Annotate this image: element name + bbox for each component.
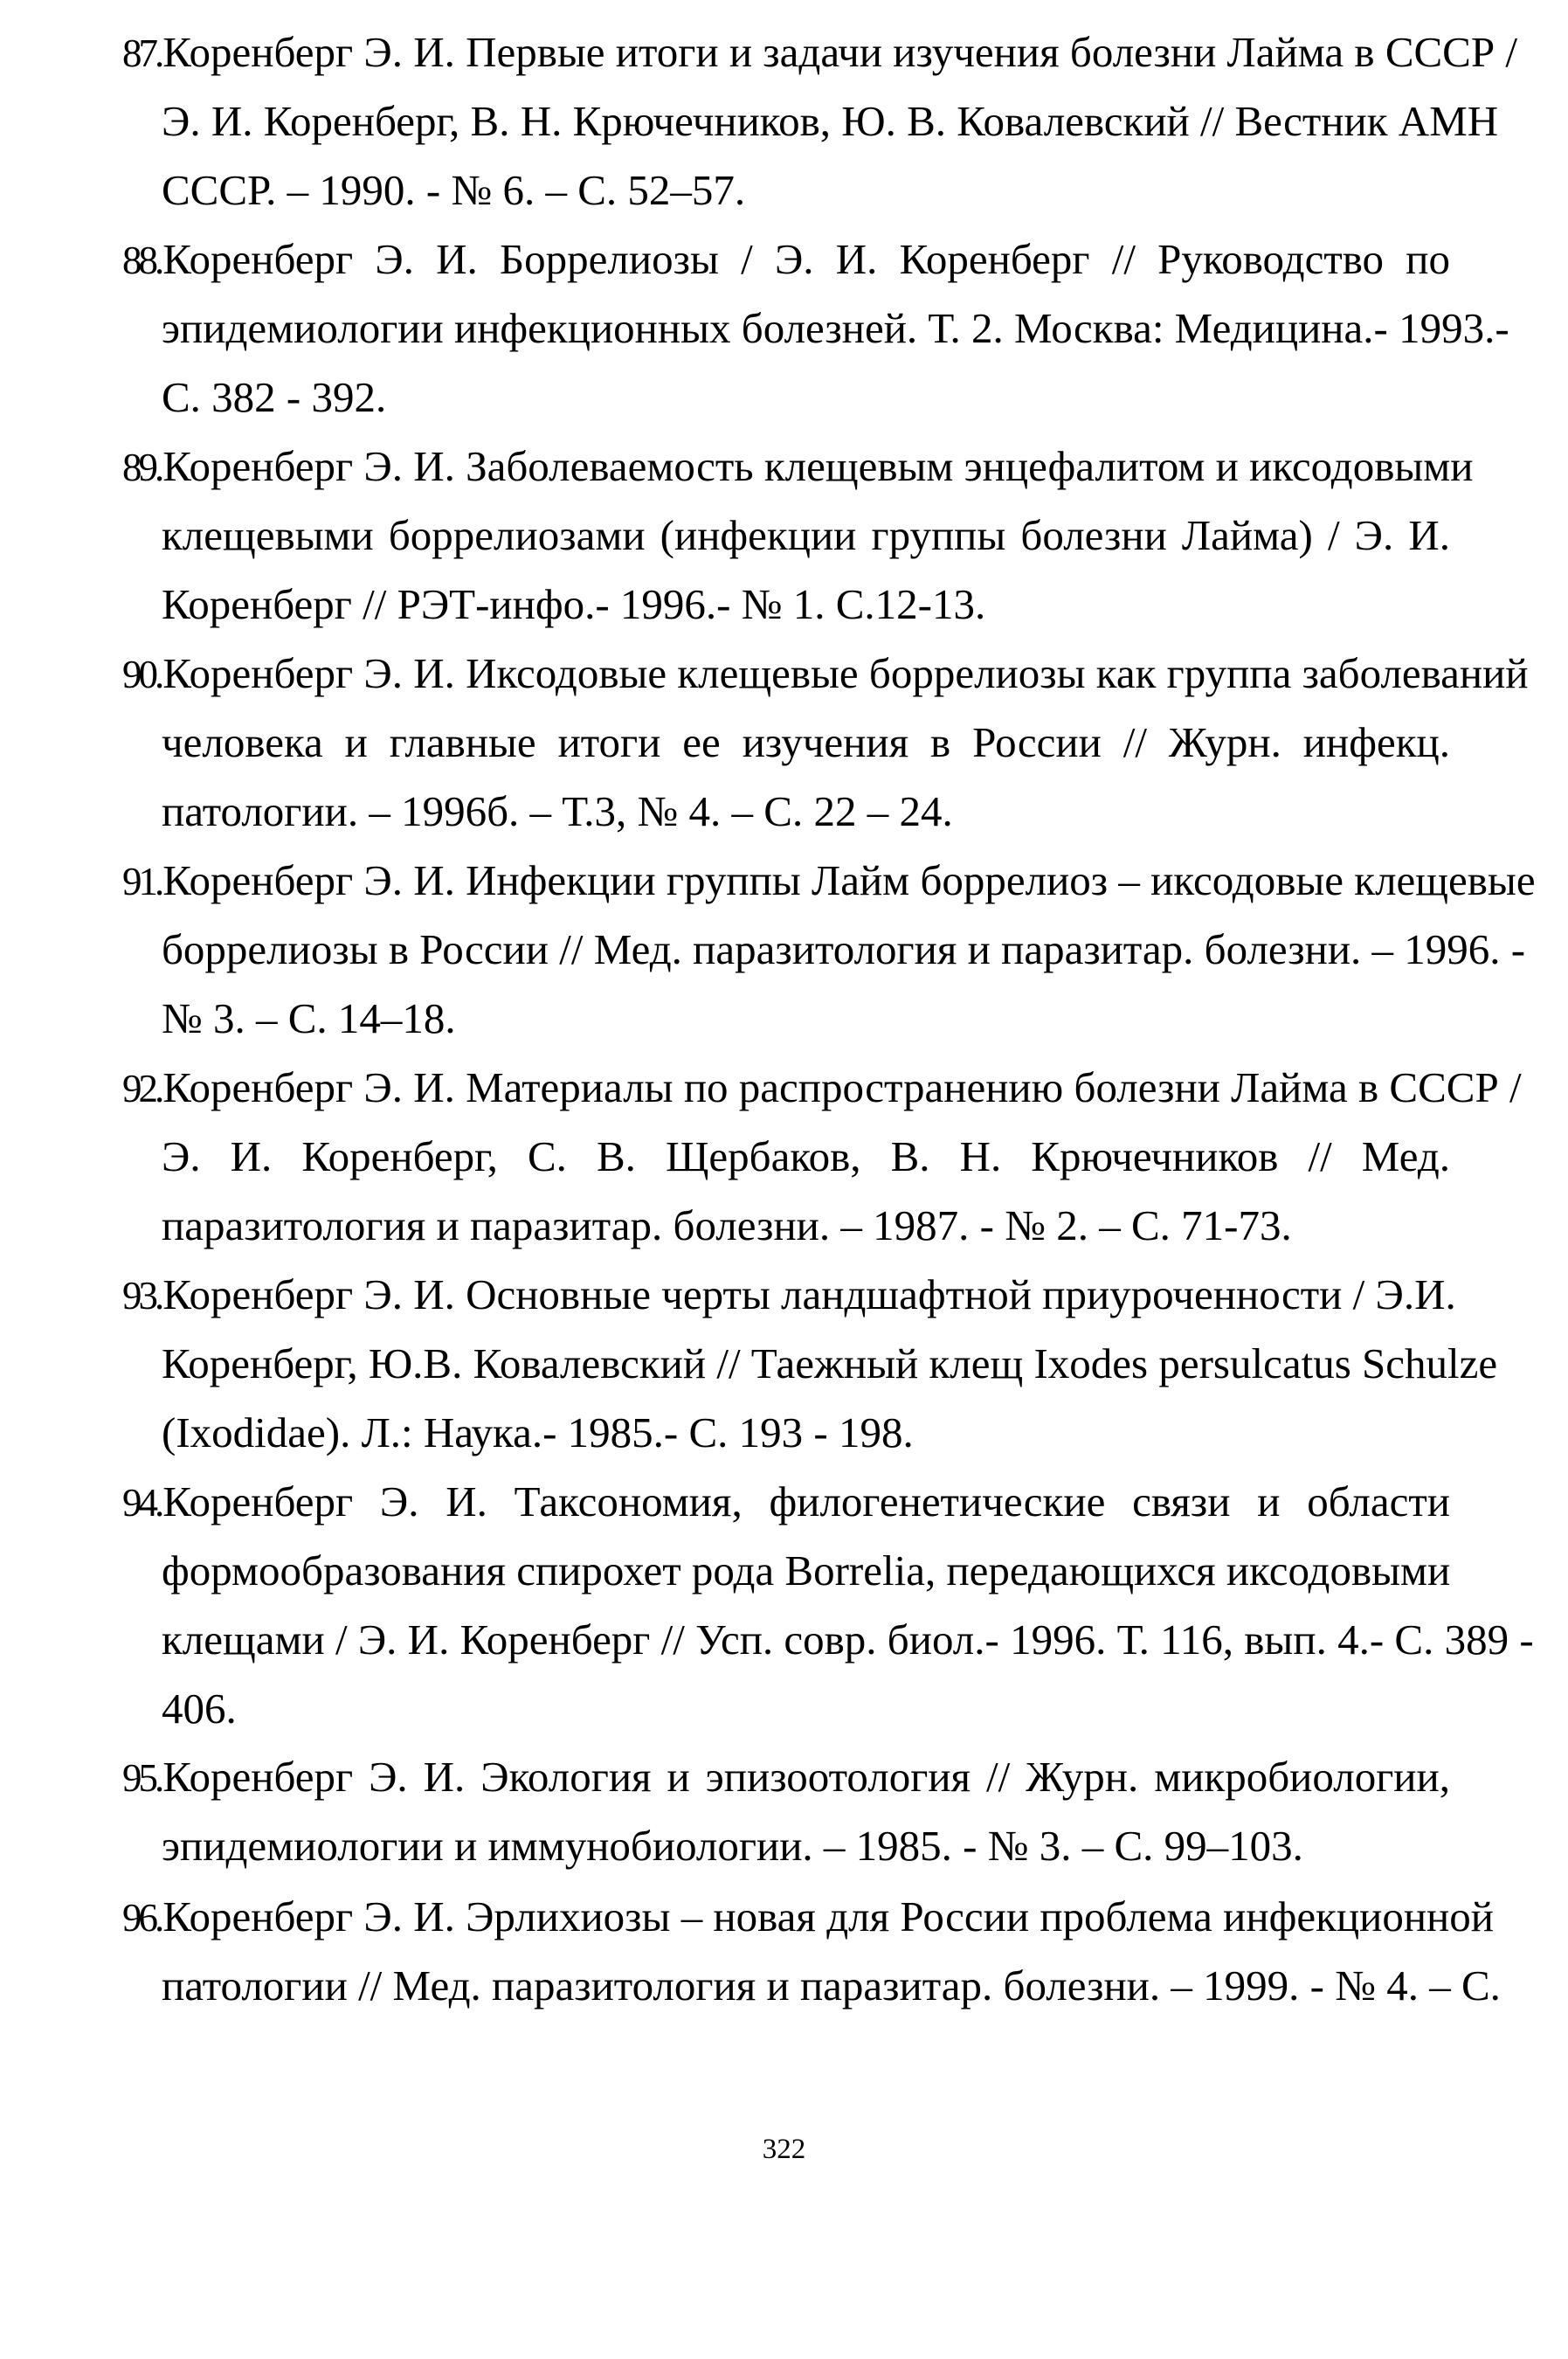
reference-text: Коренберг Э. И. Таксономия, филогенетические связи и области (162, 1477, 1450, 1525)
reference-text: паразитология и паразитар. болезни. – 1987. - № 2. – С. 71-73. (162, 1201, 1292, 1249)
reference-text: боррелиозы в России // Мед. паразитология и паразитар. болезни. – 1996. - (162, 925, 1526, 973)
reference-line (162, 1122, 1450, 1192)
reference-text: Э. И. Коренберг, В. Н. Крючечников, Ю. В. Ковалевский // Вестник АМН (162, 97, 1499, 145)
reference-number: 90. (122, 653, 162, 696)
reference-text: Коренберг // РЭТ-инфо.- 1996.- № 1. С.12-13. (162, 580, 986, 628)
reference-number: 93. (122, 1274, 162, 1318)
reference-first-line (122, 1882, 1494, 1952)
reference-number: 96. (122, 1896, 162, 1940)
reference-text: СССР. – 1990. - № 6. – С. 52–57. (162, 166, 746, 214)
reference-first-line (122, 639, 1529, 709)
reference-text: Коренберг Э. И. Материалы по распространению болезни Лайма в СССР / (162, 1063, 1522, 1111)
reference-text: патологии. – 1996б. – Т.3, № 4. – С. 22 – 24. (162, 787, 953, 835)
reference-text: Коренберг Э. И. Боррелиозы / Э. И. Коренберг // Руководство по (162, 235, 1450, 283)
reference-text: Коренберг Э. И. Инфекции группы Лайм боррелиоз – иксодовые клещевые (162, 856, 1536, 904)
reference-line (162, 570, 1450, 640)
reference-number: 91. (122, 860, 162, 903)
reference-line (162, 984, 1450, 1054)
reference-line (162, 501, 1450, 571)
reference-first-line (122, 432, 1474, 502)
reference-line (162, 1191, 1450, 1261)
reference-line (162, 86, 1499, 156)
reference-text: патологии // Мед. паразитология и паразитар. болезни. – 1999. - № 4. – С. (162, 1961, 1501, 2010)
reference-first-line (122, 225, 1450, 294)
reference-first-line (122, 1742, 1450, 1812)
reference-line (162, 363, 1450, 432)
reference-text: № 3. – С. 14–18. (162, 994, 456, 1042)
reference-line (162, 777, 1450, 847)
reference-text: 406. (162, 1685, 237, 1733)
reference-text: Коренберг Э. И. Экология и эпизоотология // Журн. микробиологии, (162, 1753, 1450, 1801)
reference-line (162, 1329, 1498, 1399)
reference-line (162, 1398, 1450, 1468)
reference-first-line (122, 1053, 1522, 1123)
reference-line (162, 708, 1450, 778)
reference-line (162, 294, 1509, 363)
reference-line (162, 156, 1450, 225)
reference-text: Коренберг Э. И. Иксодовые клещевые боррелиозы как группа заболеваний (162, 649, 1529, 697)
reference-text: эпидемиологии инфекционных болезней. Т. 2. Москва: Медицина.- 1993.- (162, 304, 1509, 352)
reference-number: 88. (122, 239, 162, 282)
page-number: 322 (762, 2134, 806, 2165)
reference-text: Э. И. Коренберг, С. В. Щербаков, В. Н. Крючечников // Мед. (162, 1132, 1450, 1180)
reference-text: человека и главные итоги ее изучения в России // Журн. инфекц. (162, 718, 1450, 766)
reference-first-line (122, 17, 1517, 87)
reference-first-line (122, 846, 1536, 916)
reference-number: 94. (122, 1481, 162, 1525)
reference-line (162, 1536, 1450, 1606)
reference-text: клещами / Э. И. Коренберг // Усп. совр. биол.- 1996. Т. 116, вып. 4.- С. 389 - (162, 1615, 1534, 1664)
reference-text: формообразования спирохет рода Borrelia, передающихся иксодовыми (162, 1546, 1451, 1595)
reference-line (162, 1605, 1534, 1675)
reference-number: 92. (122, 1067, 162, 1110)
reference-line (162, 1674, 1450, 1744)
reference-text: эпидемиологии и иммунобиологии. – 1985. - № 3. – С. 99–103. (162, 1822, 1303, 1870)
reference-text: (Ixodidae). Л.: Наука.- 1985.- С. 193 - 198. (162, 1408, 914, 1456)
reference-line (162, 915, 1526, 985)
reference-line (162, 1811, 1450, 1881)
reference-text: Коренберг Э. И. Заболеваемость клещевым энцефалитом и иксодовыми (162, 442, 1474, 490)
reference-number: 89. (122, 446, 162, 489)
reference-text: Коренберг Э. И. Основные черты ландшафтной приуроченности / Э.И. (162, 1270, 1456, 1318)
reference-text: Коренберг Э. И. Первые итоги и задачи изучения болезни Лайма в СССР / (162, 28, 1517, 76)
reference-text: Коренберг Э. И. Эрлихиозы – новая для России проблема инфекционной (162, 1892, 1494, 1940)
reference-first-line (122, 1467, 1450, 1537)
reference-number: 95. (122, 1756, 162, 1800)
reference-text: клещевыми боррелиозами (инфекции группы болезни Лайма) / Э. И. (162, 511, 1450, 559)
reference-number: 87. (122, 31, 162, 75)
reference-line (162, 1951, 1501, 2021)
reference-text: С. 382 - 392. (162, 373, 387, 421)
reference-text: Коренберг, Ю.В. Ковалевский // Таежный клещ Ixodes persulcatus Schulze (162, 1339, 1498, 1387)
reference-first-line (122, 1260, 1456, 1330)
